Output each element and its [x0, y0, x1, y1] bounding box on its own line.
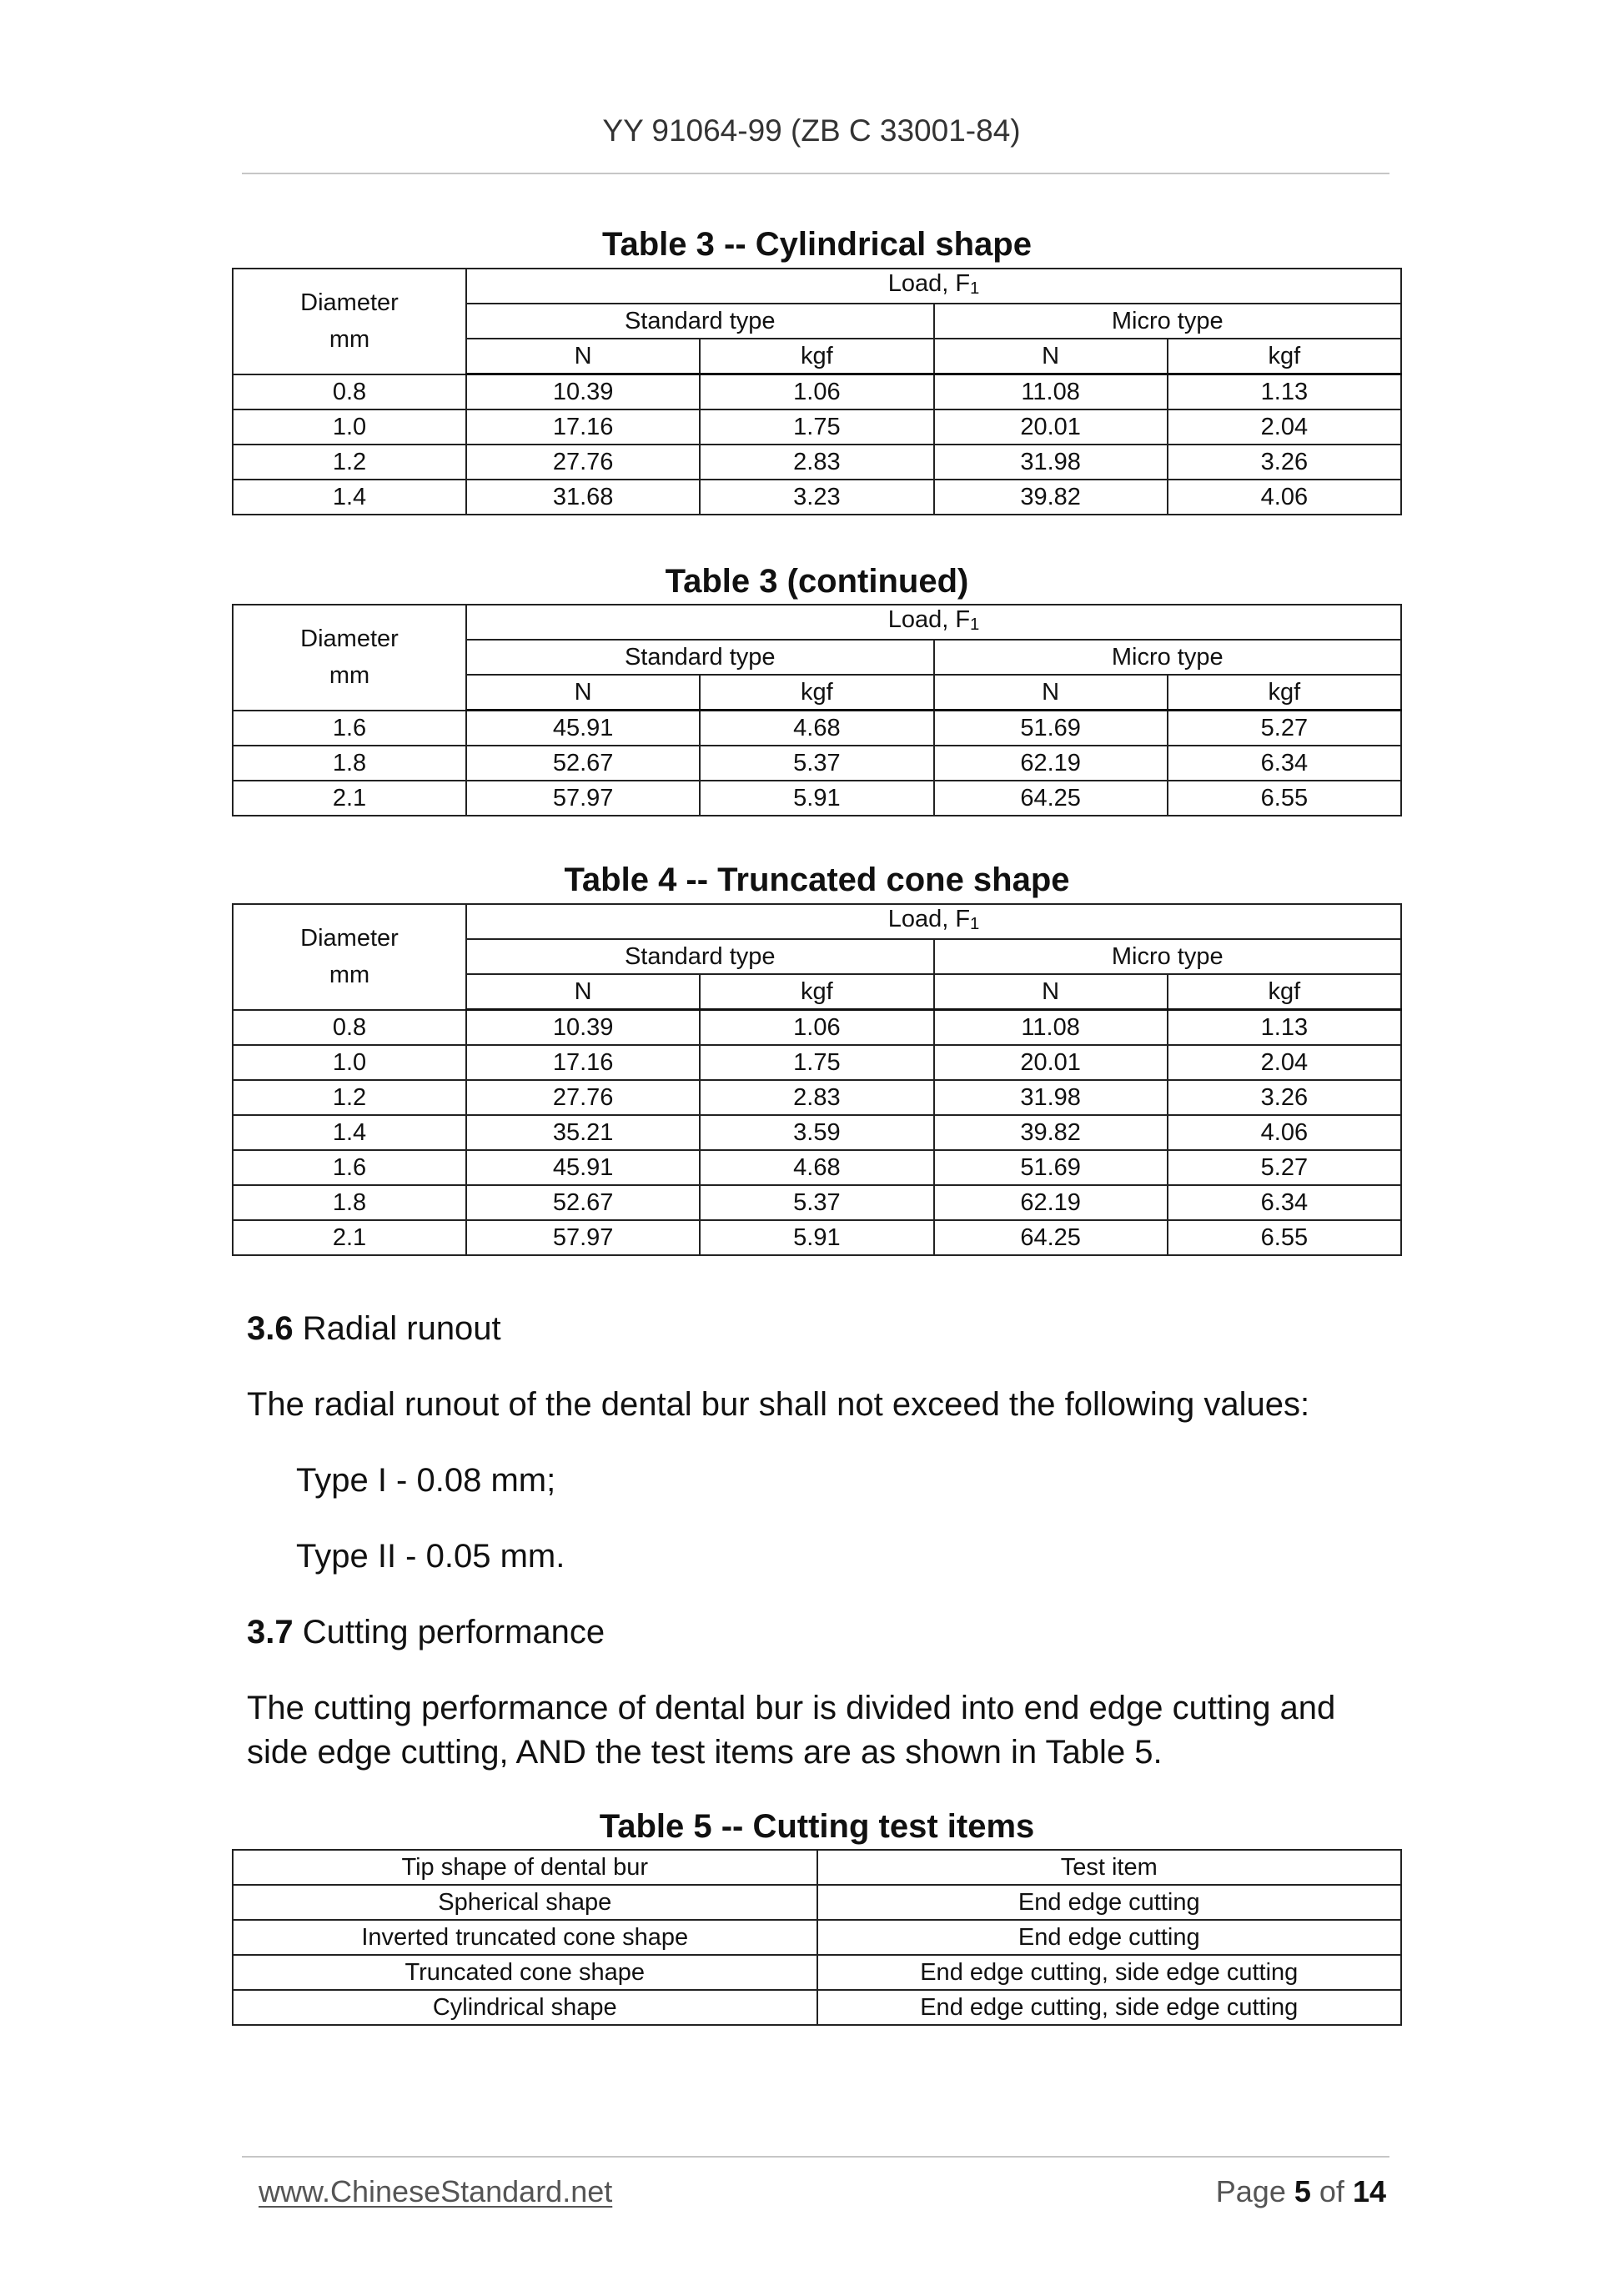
load-label: Load, F [887, 606, 971, 633]
diameter-header-cell [233, 904, 466, 1010]
standard-kgf-cell: 4.68 [700, 1150, 933, 1185]
micro-n-cell: 64.25 [934, 1220, 1168, 1255]
micro-n-cell: 39.82 [934, 1115, 1168, 1150]
micro-kgf-cell: 3.26 [1168, 445, 1401, 480]
standard-n-cell: 27.76 [466, 445, 700, 480]
runout-type-1: Type I - 0.08 mm; [296, 1462, 556, 1499]
tip-shape-cell: Cylindrical shape [233, 1990, 817, 2025]
diameter-cell: 1.8 [233, 746, 466, 781]
table5-body [233, 1885, 1401, 2025]
section-3-7-title: Cutting performance [302, 1614, 605, 1650]
section-3-6-title: Radial runout [302, 1310, 501, 1347]
table-row [233, 1990, 1401, 2025]
load-subscript: 1 [970, 915, 980, 933]
micro-kgf-cell: 5.27 [1168, 1150, 1401, 1185]
diameter-unit: mm [329, 326, 370, 354]
section-3-7-heading [247, 1610, 1398, 1655]
diameter-unit: mm [329, 962, 370, 989]
table3-caption: Table 3 -- Cylindrical shape [602, 226, 1032, 263]
diameter-header-cell [233, 605, 466, 711]
standard-n-cell: 10.39 [466, 374, 700, 410]
table-row [233, 711, 1401, 746]
diameter-cell: 1.6 [233, 1150, 466, 1185]
standard-n-cell: 57.97 [466, 781, 700, 816]
standard-kgf-cell: 1.75 [700, 409, 933, 445]
runout-type-2: Type II - 0.05 mm. [296, 1538, 565, 1575]
micro-n-cell: 20.01 [934, 409, 1168, 445]
standard-kgf-cell: 4.68 [700, 711, 933, 746]
diameter-cell: 2.1 [233, 781, 466, 816]
table3-continued [232, 604, 1402, 816]
standard-n-cell: 31.68 [466, 480, 700, 515]
standard-type-header: Standard type [466, 640, 934, 675]
diameter-cell: 0.8 [233, 374, 466, 410]
micro-type-header: Micro type [934, 939, 1402, 974]
load-header-cell [466, 605, 1401, 640]
page-number: 5 [1294, 2174, 1311, 2208]
table-row [233, 1885, 1401, 1920]
micro-kgf-header: kgf [1168, 675, 1401, 711]
table3-continued-caption: Table 3 (continued) [665, 563, 969, 600]
micro-n-header: N [934, 675, 1168, 711]
micro-n-cell: 51.69 [934, 1150, 1168, 1185]
table-row [233, 445, 1401, 480]
standard-kgf-cell: 5.91 [700, 1220, 933, 1255]
diameter-cell: 1.6 [233, 711, 466, 746]
micro-type-header: Micro type [934, 640, 1402, 675]
micro-n-cell: 62.19 [934, 746, 1168, 781]
standard-kgf-cell: 1.06 [700, 1010, 933, 1046]
load-label: Load, F [887, 906, 971, 932]
standard-n-cell: 10.39 [466, 1010, 700, 1046]
standard-n-cell: 17.16 [466, 409, 700, 445]
standard-kgf-header: kgf [700, 974, 933, 1010]
diameter-cell: 1.4 [233, 480, 466, 515]
load-subscript: 1 [970, 615, 980, 634]
section-3-6-body: The radial runout of the dental bur shall not exceed the following values: [247, 1386, 1310, 1423]
micro-kgf-cell: 2.04 [1168, 409, 1401, 445]
diameter-label: Diameter [300, 625, 399, 653]
diameter-cell: 1.2 [233, 1080, 466, 1115]
standard-kgf-cell: 5.91 [700, 781, 933, 816]
micro-n-cell: 20.01 [934, 1045, 1168, 1080]
diameter-label: Diameter [300, 289, 399, 317]
page-word: Page [1215, 2174, 1286, 2208]
standard-kgf-cell: 5.37 [700, 1185, 933, 1220]
standard-kgf-cell: 1.75 [700, 1045, 933, 1080]
micro-type-header: Micro type [934, 304, 1402, 339]
micro-kgf-cell: 4.06 [1168, 480, 1401, 515]
micro-kgf-cell: 6.55 [1168, 781, 1401, 816]
table5-caption: Table 5 -- Cutting test items [599, 1808, 1035, 1845]
table-row [233, 1150, 1401, 1185]
table-row [233, 1955, 1401, 1990]
standard-n-cell: 17.16 [466, 1045, 700, 1080]
table-row [233, 1045, 1401, 1080]
micro-kgf-cell: 3.26 [1168, 1080, 1401, 1115]
diameter-header-cell [233, 269, 466, 374]
table-row [233, 781, 1401, 816]
standard-type-header: Standard type [466, 304, 934, 339]
standard-n-cell: 52.67 [466, 1185, 700, 1220]
diameter-cell: 1.0 [233, 1045, 466, 1080]
micro-n-cell: 11.08 [934, 374, 1168, 410]
table-row [233, 409, 1401, 445]
standard-kgf-cell: 2.83 [700, 445, 933, 480]
load-label: Load, F [887, 270, 971, 297]
load-header-cell [466, 269, 1401, 304]
standard-n-cell: 27.76 [466, 1080, 700, 1115]
standard-n-cell: 57.97 [466, 1220, 700, 1255]
standard-kgf-cell: 1.06 [700, 374, 933, 410]
table4-caption: Table 4 -- Truncated cone shape [564, 862, 1070, 898]
diameter-cell: 1.4 [233, 1115, 466, 1150]
micro-n-header: N [934, 339, 1168, 374]
standard-n-cell: 45.91 [466, 711, 700, 746]
diameter-cell: 1.8 [233, 1185, 466, 1220]
standard-n-header: N [466, 339, 700, 374]
standard-kgf-header: kgf [700, 675, 933, 711]
diameter-label: Diameter [300, 925, 399, 952]
standard-type-header: Standard type [466, 939, 934, 974]
section-3-7-number: 3.7 [247, 1614, 294, 1650]
standard-kgf-header: kgf [700, 339, 933, 374]
micro-kgf-header: kgf [1168, 339, 1401, 374]
standard-n-header: N [466, 675, 700, 711]
tip-shape-cell: Inverted truncated cone shape [233, 1920, 817, 1955]
test-item-cell: End edge cutting, side edge cutting [817, 1955, 1402, 1990]
standard-kgf-cell: 5.37 [700, 746, 933, 781]
micro-kgf-cell: 4.06 [1168, 1115, 1401, 1150]
table3-cylindrical [232, 268, 1402, 515]
diameter-cell: 1.2 [233, 445, 466, 480]
standard-kgf-cell: 2.83 [700, 1080, 933, 1115]
footer-divider [242, 2156, 1389, 2158]
table-row [233, 1115, 1401, 1150]
tip-shape-cell: Spherical shape [233, 1885, 817, 1920]
table-row [233, 1185, 1401, 1220]
micro-n-cell: 31.98 [934, 445, 1168, 480]
standard-kgf-cell: 3.59 [700, 1115, 933, 1150]
micro-kgf-cell: 6.34 [1168, 746, 1401, 781]
table-row [233, 1920, 1401, 1955]
table-row [233, 1220, 1401, 1255]
micro-n-cell: 51.69 [934, 711, 1168, 746]
micro-kgf-cell: 6.34 [1168, 1185, 1401, 1220]
micro-kgf-cell: 1.13 [1168, 374, 1401, 410]
page-total: 14 [1352, 2174, 1386, 2208]
table-row [233, 746, 1401, 781]
standard-kgf-cell: 3.23 [700, 480, 933, 515]
section-3-6-heading [247, 1307, 1398, 1351]
diameter-cell: 2.1 [233, 1220, 466, 1255]
micro-n-cell: 39.82 [934, 480, 1168, 515]
header-divider [242, 173, 1389, 174]
page-indicator [1216, 2174, 1386, 2209]
load-subscript: 1 [970, 279, 980, 298]
table5-cutting-test-items [232, 1849, 1402, 2026]
micro-n-cell: 62.19 [934, 1185, 1168, 1220]
micro-kgf-cell: 5.27 [1168, 711, 1401, 746]
table4-truncated-cone [232, 903, 1402, 1256]
table3-continued-body [233, 711, 1401, 816]
tip-shape-header: Tip shape of dental bur [233, 1850, 817, 1885]
test-item-cell: End edge cutting, side edge cutting [817, 1990, 1402, 2025]
diameter-cell: 0.8 [233, 1010, 466, 1046]
micro-kgf-cell: 1.13 [1168, 1010, 1401, 1046]
section-3-7-body: The cutting performance of dental bur is divided into end edge cutting and side edge cutting, AND the test items are as shown in Table 5. [247, 1690, 1336, 1771]
test-item-header: Test item [817, 1850, 1402, 1885]
table4-body [233, 1010, 1401, 1256]
test-item-cell: End edge cutting [817, 1885, 1402, 1920]
table-row [233, 1080, 1401, 1115]
section-3-6-number: 3.6 [247, 1310, 294, 1347]
standard-n-cell: 52.67 [466, 746, 700, 781]
micro-n-cell: 11.08 [934, 1010, 1168, 1046]
website-link[interactable]: www.ChineseStandard.net [259, 2174, 613, 2208]
standard-n-header: N [466, 974, 700, 1010]
tip-shape-cell: Truncated cone shape [233, 1955, 817, 1990]
table-row [233, 374, 1401, 410]
table3-body [233, 374, 1401, 515]
of-word: of [1319, 2174, 1344, 2208]
micro-n-cell: 64.25 [934, 781, 1168, 816]
document-code-header: YY 91064-99 (ZB C 33001-84) [602, 113, 1021, 148]
diameter-unit: mm [329, 662, 370, 690]
table-row [233, 480, 1401, 515]
micro-kgf-cell: 2.04 [1168, 1045, 1401, 1080]
standard-n-cell: 45.91 [466, 1150, 700, 1185]
table-row [233, 1010, 1401, 1046]
micro-kgf-header: kgf [1168, 974, 1401, 1010]
test-item-cell: End edge cutting [817, 1920, 1402, 1955]
micro-n-cell: 31.98 [934, 1080, 1168, 1115]
diameter-cell: 1.0 [233, 409, 466, 445]
micro-kgf-cell: 6.55 [1168, 1220, 1401, 1255]
micro-n-header: N [934, 974, 1168, 1010]
standard-n-cell: 35.21 [466, 1115, 700, 1150]
load-header-cell [466, 904, 1401, 939]
